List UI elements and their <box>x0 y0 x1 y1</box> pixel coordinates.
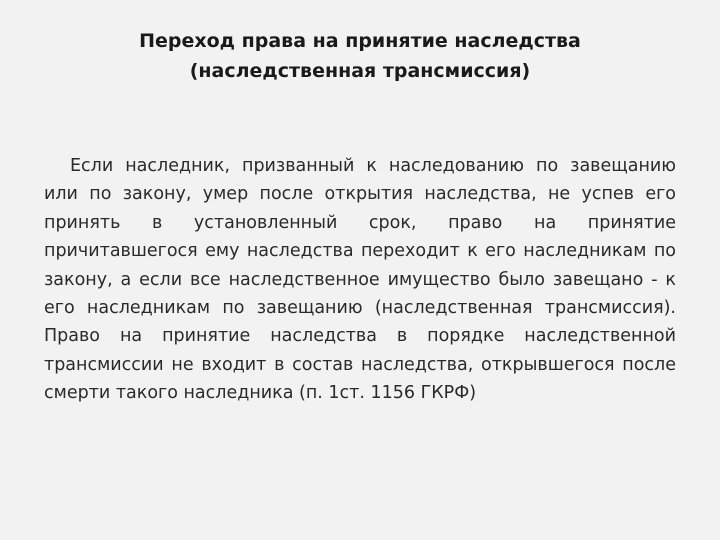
slide-title-line-2: (наследственная трансмиссия) <box>189 60 531 82</box>
slide-body-paragraph: Если наследник, призванный к наследованию по завещанию или по закону, умер после открытия наследства, не успев его принять в установленный срок, право на принятие причитавшегося ему наследства переходит к его наследникам по закону, а если все наследственное имущество было завещано - к его наследникам по завещанию (наследственная трансмиссия). Право на принятие наследства в порядке наследственной трансмиссии не входит в состав наследства, открывшегося после смерти такого наследника (п. 1ст. 1156 ГКРФ) <box>44 156 676 404</box>
slide-title <box>0 26 720 86</box>
slide-title-line-1: Переход права на принятие наследства <box>139 30 581 52</box>
